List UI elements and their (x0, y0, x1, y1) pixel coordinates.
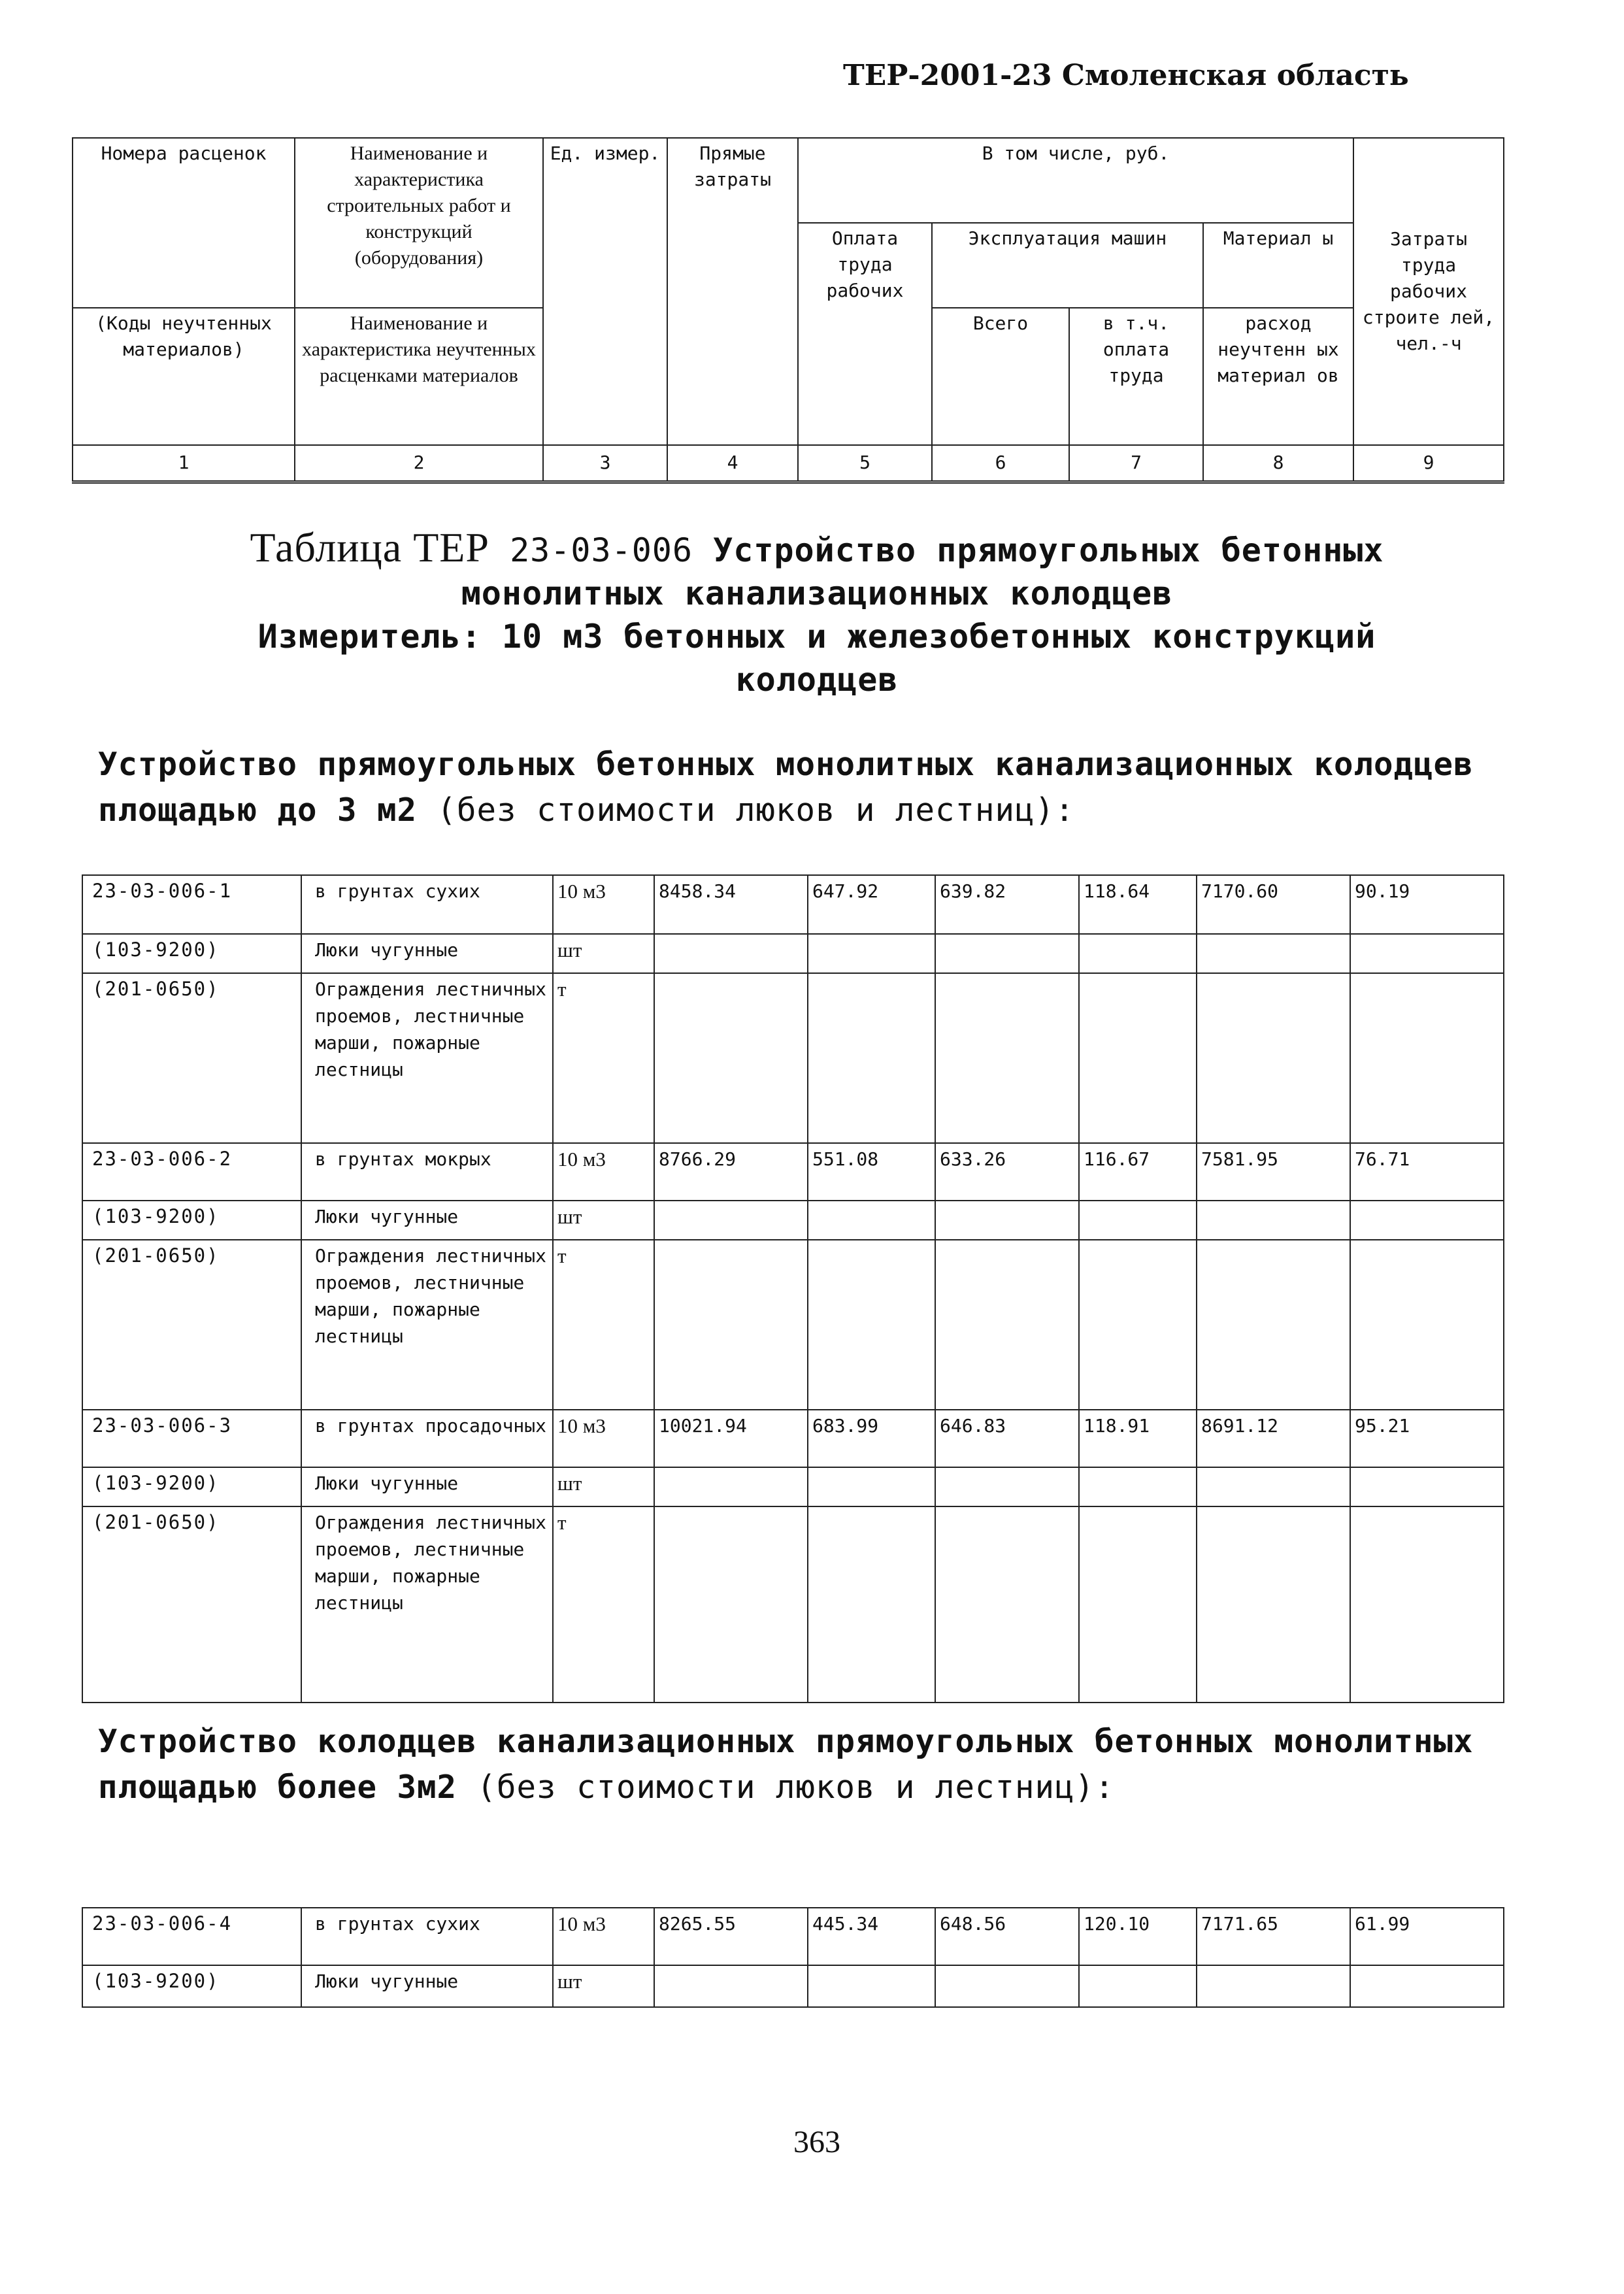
cell-unit: т (553, 973, 654, 1143)
column-number: 7 (1069, 445, 1203, 482)
cell-c8 (1197, 1506, 1350, 1703)
cell-c6: 633.26 (935, 1143, 1079, 1201)
header-machines-wages: в т.ч. оплата труда (1069, 308, 1203, 445)
cell-c5: 683.99 (808, 1410, 935, 1467)
cell-unit: шт (553, 934, 654, 973)
cell-c5: 445.34 (808, 1908, 935, 1965)
column-number: 9 (1353, 445, 1504, 482)
cell-code: (201-0650) (82, 1506, 301, 1703)
cell-c9 (1350, 1240, 1504, 1410)
column-number: 4 (667, 445, 798, 482)
cell-name: в грунтах просадочных (301, 1410, 553, 1467)
cell-code: 23-03-006-1 (82, 875, 301, 934)
cell-unit: 10 м3 (553, 1410, 654, 1467)
cell-code: (201-0650) (82, 1240, 301, 1410)
cell-c6 (935, 973, 1079, 1143)
header-unaccounted-codes: (Коды неучтенных материалов) (73, 308, 295, 445)
table-title-line: Измеритель: 10 м3 бетонных и железобетонных конструкций (257, 618, 1376, 656)
cell-c6 (935, 1467, 1079, 1506)
cell-c8 (1197, 1467, 1350, 1506)
cell-unit: т (553, 1506, 654, 1703)
cell-c9 (1350, 1467, 1504, 1506)
section-heading-bold: Устройство прямоугольных бетонных монолитных канализационных колодцев площадью до 3 м2 (98, 746, 1474, 829)
cell-c7 (1079, 1506, 1197, 1703)
cell-c5 (808, 1240, 935, 1410)
cell-c4 (654, 1506, 808, 1703)
cell-c7: 116.67 (1079, 1143, 1197, 1201)
cell-c5: 551.08 (808, 1143, 935, 1201)
cell-unit: 10 м3 (553, 875, 654, 934)
table-row (82, 875, 1504, 934)
cell-unit: шт (553, 1965, 654, 2007)
table-row (82, 1143, 1504, 1201)
header-machines-total: Всего (932, 308, 1069, 445)
table-title-line: монолитных канализационных колодцев (461, 574, 1173, 612)
cell-c7: 120.10 (1079, 1908, 1197, 1965)
column-number: 3 (543, 445, 667, 482)
header-unaccounted-materials: расход неучтенн ых материал ов (1203, 308, 1353, 445)
cell-c7 (1079, 1467, 1197, 1506)
cell-name: Люки чугунные (301, 1467, 553, 1506)
cell-code: 23-03-006-2 (82, 1143, 301, 1201)
cell-code: (103-9200) (82, 1201, 301, 1240)
table-row (82, 973, 1504, 1143)
column-number: 5 (798, 445, 932, 482)
cell-c4 (654, 973, 808, 1143)
cell-code: 23-03-006-3 (82, 1410, 301, 1467)
cell-c6: 639.82 (935, 875, 1079, 934)
table-row (82, 1506, 1504, 1703)
column-header-table (72, 137, 1504, 484)
cell-name: Люки чугунные (301, 1201, 553, 1240)
cell-code: (103-9200) (82, 1467, 301, 1506)
cell-c6 (935, 934, 1079, 973)
table-row (82, 1410, 1504, 1467)
cell-unit: шт (553, 1201, 654, 1240)
cell-c4 (654, 934, 808, 973)
cell-c8: 7581.95 (1197, 1143, 1350, 1201)
cell-c8 (1197, 1240, 1350, 1410)
cell-unit: 10 м3 (553, 1908, 654, 1965)
header-labor-hours: Затраты труда рабочих строите лей, чел.-ч (1353, 138, 1504, 445)
cell-name: Ограждения лестничных проемов, лестничные марши, пожарные лестницы (301, 1240, 553, 1410)
cell-c4: 8766.29 (654, 1143, 808, 1201)
cell-c7 (1079, 1965, 1197, 2007)
cell-c5 (808, 1506, 935, 1703)
cell-c8 (1197, 934, 1350, 973)
cell-name: в грунтах мокрых (301, 1143, 553, 1201)
cell-name: Люки чугунные (301, 934, 553, 973)
cell-c7 (1079, 1240, 1197, 1410)
cell-name: Ограждения лестничных проемов, лестничные марши, пожарные лестницы (301, 1506, 553, 1703)
cell-code: (103-9200) (82, 934, 301, 973)
header-codes: Номера расценок (73, 138, 295, 308)
cell-c7 (1079, 973, 1197, 1143)
cell-c4 (654, 1201, 808, 1240)
cell-name: Люки чугунные (301, 1965, 553, 2007)
cell-c8 (1197, 1201, 1350, 1240)
cell-c4: 10021.94 (654, 1410, 808, 1467)
cell-c9 (1350, 1506, 1504, 1703)
cell-c7: 118.64 (1079, 875, 1197, 934)
cell-c6 (935, 1201, 1079, 1240)
table-row (82, 1201, 1504, 1240)
cell-unit: т (553, 1240, 654, 1410)
table-row (82, 1467, 1504, 1506)
column-number: 8 (1203, 445, 1353, 482)
cell-c5 (808, 1201, 935, 1240)
cell-c7 (1079, 1201, 1197, 1240)
cell-code: (103-9200) (82, 1965, 301, 2007)
header-including: В том числе, руб. (798, 138, 1353, 223)
column-number: 2 (295, 445, 543, 482)
table-row (82, 1965, 1504, 2007)
cell-c9 (1350, 1201, 1504, 1240)
header-materials: Материал ы (1203, 223, 1353, 308)
cell-c6: 646.83 (935, 1410, 1079, 1467)
cell-c8 (1197, 973, 1350, 1143)
section-heading-2 (98, 1719, 1568, 1810)
document-header: ТЕР-2001-23 Смоленская область (843, 59, 1409, 92)
table-row (82, 934, 1504, 973)
cell-c4: 8265.55 (654, 1908, 808, 1965)
header-direct-costs: Прямые затраты (667, 138, 798, 445)
cell-c9: 61.99 (1350, 1908, 1504, 1965)
cell-c5 (808, 973, 935, 1143)
cell-c6 (935, 1240, 1079, 1410)
cell-c4: 8458.34 (654, 875, 808, 934)
cell-c5 (808, 1467, 935, 1506)
cell-c4 (654, 1467, 808, 1506)
header-machines: Эксплуатация машин (932, 223, 1203, 308)
cell-c5: 647.92 (808, 875, 935, 934)
cell-c8: 7171.65 (1197, 1908, 1350, 1965)
cell-c6: 648.56 (935, 1908, 1079, 1965)
cell-c8 (1197, 1965, 1350, 2007)
table-title-line: колодцев (735, 661, 899, 699)
cell-name: Ограждения лестничных проемов, лестничные марши, пожарные лестницы (301, 973, 553, 1143)
cell-c9: 76.71 (1350, 1143, 1504, 1201)
cell-unit: шт (553, 1467, 654, 1506)
table-title-line: Устройство прямоугольных бетонных (713, 531, 1384, 569)
header-unaccounted-name: Наименование и характеристика неучтенных расценками материалов (295, 308, 543, 445)
table-title-prefix: Таблица ТЕР (250, 524, 489, 571)
rates-table-2 (82, 1907, 1504, 2008)
cell-c5 (808, 1965, 935, 2007)
cell-c7: 118.91 (1079, 1410, 1197, 1467)
page-number: 363 (793, 2125, 840, 2159)
cell-c9 (1350, 1965, 1504, 2007)
section-heading-note: (без стоимости люков и лестниц): (437, 791, 1075, 829)
cell-code: 23-03-006-4 (82, 1908, 301, 1965)
header-unit: Ед. измер. (543, 138, 667, 445)
table-row (82, 1908, 1504, 1965)
table-title (98, 526, 1536, 701)
cell-c8: 7170.60 (1197, 875, 1350, 934)
header-work-name: Наименование и характеристика строительных работ и конструкций (оборудования) (295, 138, 543, 308)
section-heading-1 (98, 742, 1568, 833)
header-wages: Оплата труда рабочих (798, 223, 932, 445)
cell-c9: 90.19 (1350, 875, 1504, 934)
rates-table-1 (82, 874, 1504, 1703)
cell-c8: 8691.12 (1197, 1410, 1350, 1467)
cell-c9 (1350, 973, 1504, 1143)
cell-c9 (1350, 934, 1504, 973)
cell-c9: 95.21 (1350, 1410, 1504, 1467)
column-number: 1 (73, 445, 295, 482)
section-heading-bold: Устройство колодцев канализационных прямоугольных бетонных монолитных площадью более 3м2 (98, 1723, 1474, 1806)
column-number: 6 (932, 445, 1069, 482)
cell-code: (201-0650) (82, 973, 301, 1143)
table-row (82, 1240, 1504, 1410)
cell-c6 (935, 1965, 1079, 2007)
cell-c7 (1079, 934, 1197, 973)
table-title-number: 23-03-006 (510, 531, 693, 569)
cell-c4 (654, 1965, 808, 2007)
section-heading-note: (без стоимости люков и лестниц): (476, 1769, 1115, 1806)
cell-c4 (654, 1240, 808, 1410)
cell-name: в грунтах сухих (301, 1908, 553, 1965)
cell-name: в грунтах сухих (301, 875, 553, 934)
cell-c6 (935, 1506, 1079, 1703)
cell-c5 (808, 934, 935, 973)
cell-unit: 10 м3 (553, 1143, 654, 1201)
